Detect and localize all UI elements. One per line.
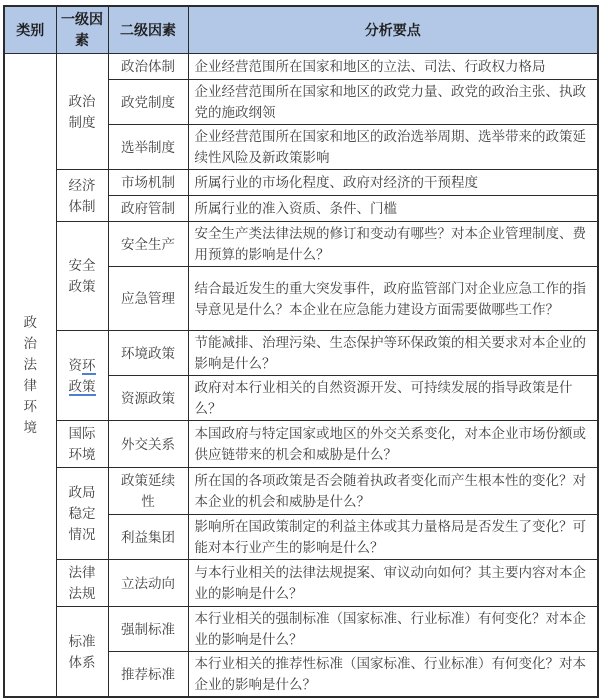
table-row	[4, 222, 598, 267]
analysis-cell: 所在国的各项政策是否会随着执政者变化而产生根本性的变化？对本企业的机会和威胁是什么？	[188, 468, 598, 515]
header-level2-factor: 二级因素	[108, 6, 188, 54]
table-row	[4, 54, 598, 80]
group-cell-political-system: 政治制度	[56, 54, 108, 170]
factor-cell: 利益集团	[108, 515, 188, 560]
header-level1-factor: 一级因素	[56, 6, 108, 54]
spellcheck-underlined-text: 环	[82, 357, 96, 373]
analysis-cell: 与本行业相关的法律法规提案、审议动向如何？其主要内容对本企业的影响是什么？	[188, 560, 598, 607]
analysis-cell: 所属行业的准入资质、条件、门槛	[188, 196, 598, 222]
factor-cell: 立法动向	[108, 560, 188, 607]
analysis-cell: 所属行业的市场化程度、政府对经济的干预程度	[188, 170, 598, 196]
group-cell-international-env: 国际环境	[56, 421, 108, 468]
group-cell-economic-system: 经济体制	[56, 170, 108, 222]
factor-cell: 政治体制	[108, 54, 188, 80]
group-cell-political-stability: 政局稳定情况	[56, 468, 108, 560]
table-row	[4, 331, 598, 376]
analysis-cell: 企业经营范围所在国家和地区的政党力量、政党的政治主张、执政党的施政纲领	[188, 80, 598, 125]
factor-cell: 推荐标准	[108, 652, 188, 698]
table-row	[4, 421, 598, 468]
factor-cell: 环境政策	[108, 331, 188, 376]
analysis-cell: 企业经营范围所在国家和地区的政治选举周期、选举带来的政策延续性风险及新政策影响	[188, 125, 598, 170]
factor-cell: 强制标准	[108, 607, 188, 652]
factor-cell: 外交关系	[108, 421, 188, 468]
analysis-cell: 安全生产类法律法规的修订和变动有哪些？对本企业管理制度、费用预算的影响是什么？	[188, 222, 598, 267]
analysis-cell: 结合最近发生的重大突发事件，政府监管部门对企业应急工作的指导意见是什么？本企业在应急能力建设方面需要做哪些工作？	[188, 267, 598, 331]
factor-cell: 政策延续性	[108, 468, 188, 515]
political-legal-environment-table	[3, 5, 599, 698]
header-category: 类别	[4, 6, 56, 54]
factor-cell: 应急管理	[108, 267, 188, 331]
analysis-cell: 本行业相关的强制标准（国家标准、行业标准）有何变化？对本企业的影响是什么？	[188, 607, 598, 652]
spellcheck-underlined-text: 政策	[68, 378, 96, 394]
factor-cell: 选举制度	[108, 125, 188, 170]
table-row	[4, 170, 598, 196]
group-cell-safety-policy: 安全政策	[56, 222, 108, 331]
group-text-plain: 资	[68, 357, 82, 373]
group-cell-laws-regulations: 法律法规	[56, 560, 108, 607]
factor-cell: 政党制度	[108, 80, 188, 125]
table-row	[4, 468, 598, 515]
analysis-cell: 本国政府与特定国家或地区的外交关系变化，对本企业市场份额或供应链带来的机会和威胁是什么？	[188, 421, 598, 468]
category-cell: 政治法律环境	[4, 54, 56, 698]
factor-cell: 市场机制	[108, 170, 188, 196]
table-row	[4, 607, 598, 652]
factor-cell: 资源政策	[108, 376, 188, 421]
analysis-cell: 政府对本行业相关的自然资源开发、可持续发展的指导政策是什么？	[188, 376, 598, 421]
table-row	[4, 560, 598, 607]
analysis-cell: 节能减排、治理污染、生态保护等环保政策的相关要求对本企业的影响是什么？	[188, 331, 598, 376]
analysis-cell: 企业经营范围所在国家和地区的立法、司法、行政权力格局	[188, 54, 598, 80]
factor-cell: 政府管制	[108, 196, 188, 222]
header-analysis-points: 分析要点	[188, 6, 598, 54]
group-cell-resource-env-policy	[56, 331, 108, 421]
header-row	[4, 6, 598, 54]
analysis-cell: 影响所在国政策制定的利益主体或其力量格局是否发生了变化？可能对本行业产生的影响是什么？	[188, 515, 598, 560]
factor-cell: 安全生产	[108, 222, 188, 267]
group-cell-standards-system: 标准体系	[56, 607, 108, 698]
analysis-cell: 本行业相关的推荐性标准（国家标准、行业标准）有何变化？对本企业的影响是什么？	[188, 652, 598, 698]
